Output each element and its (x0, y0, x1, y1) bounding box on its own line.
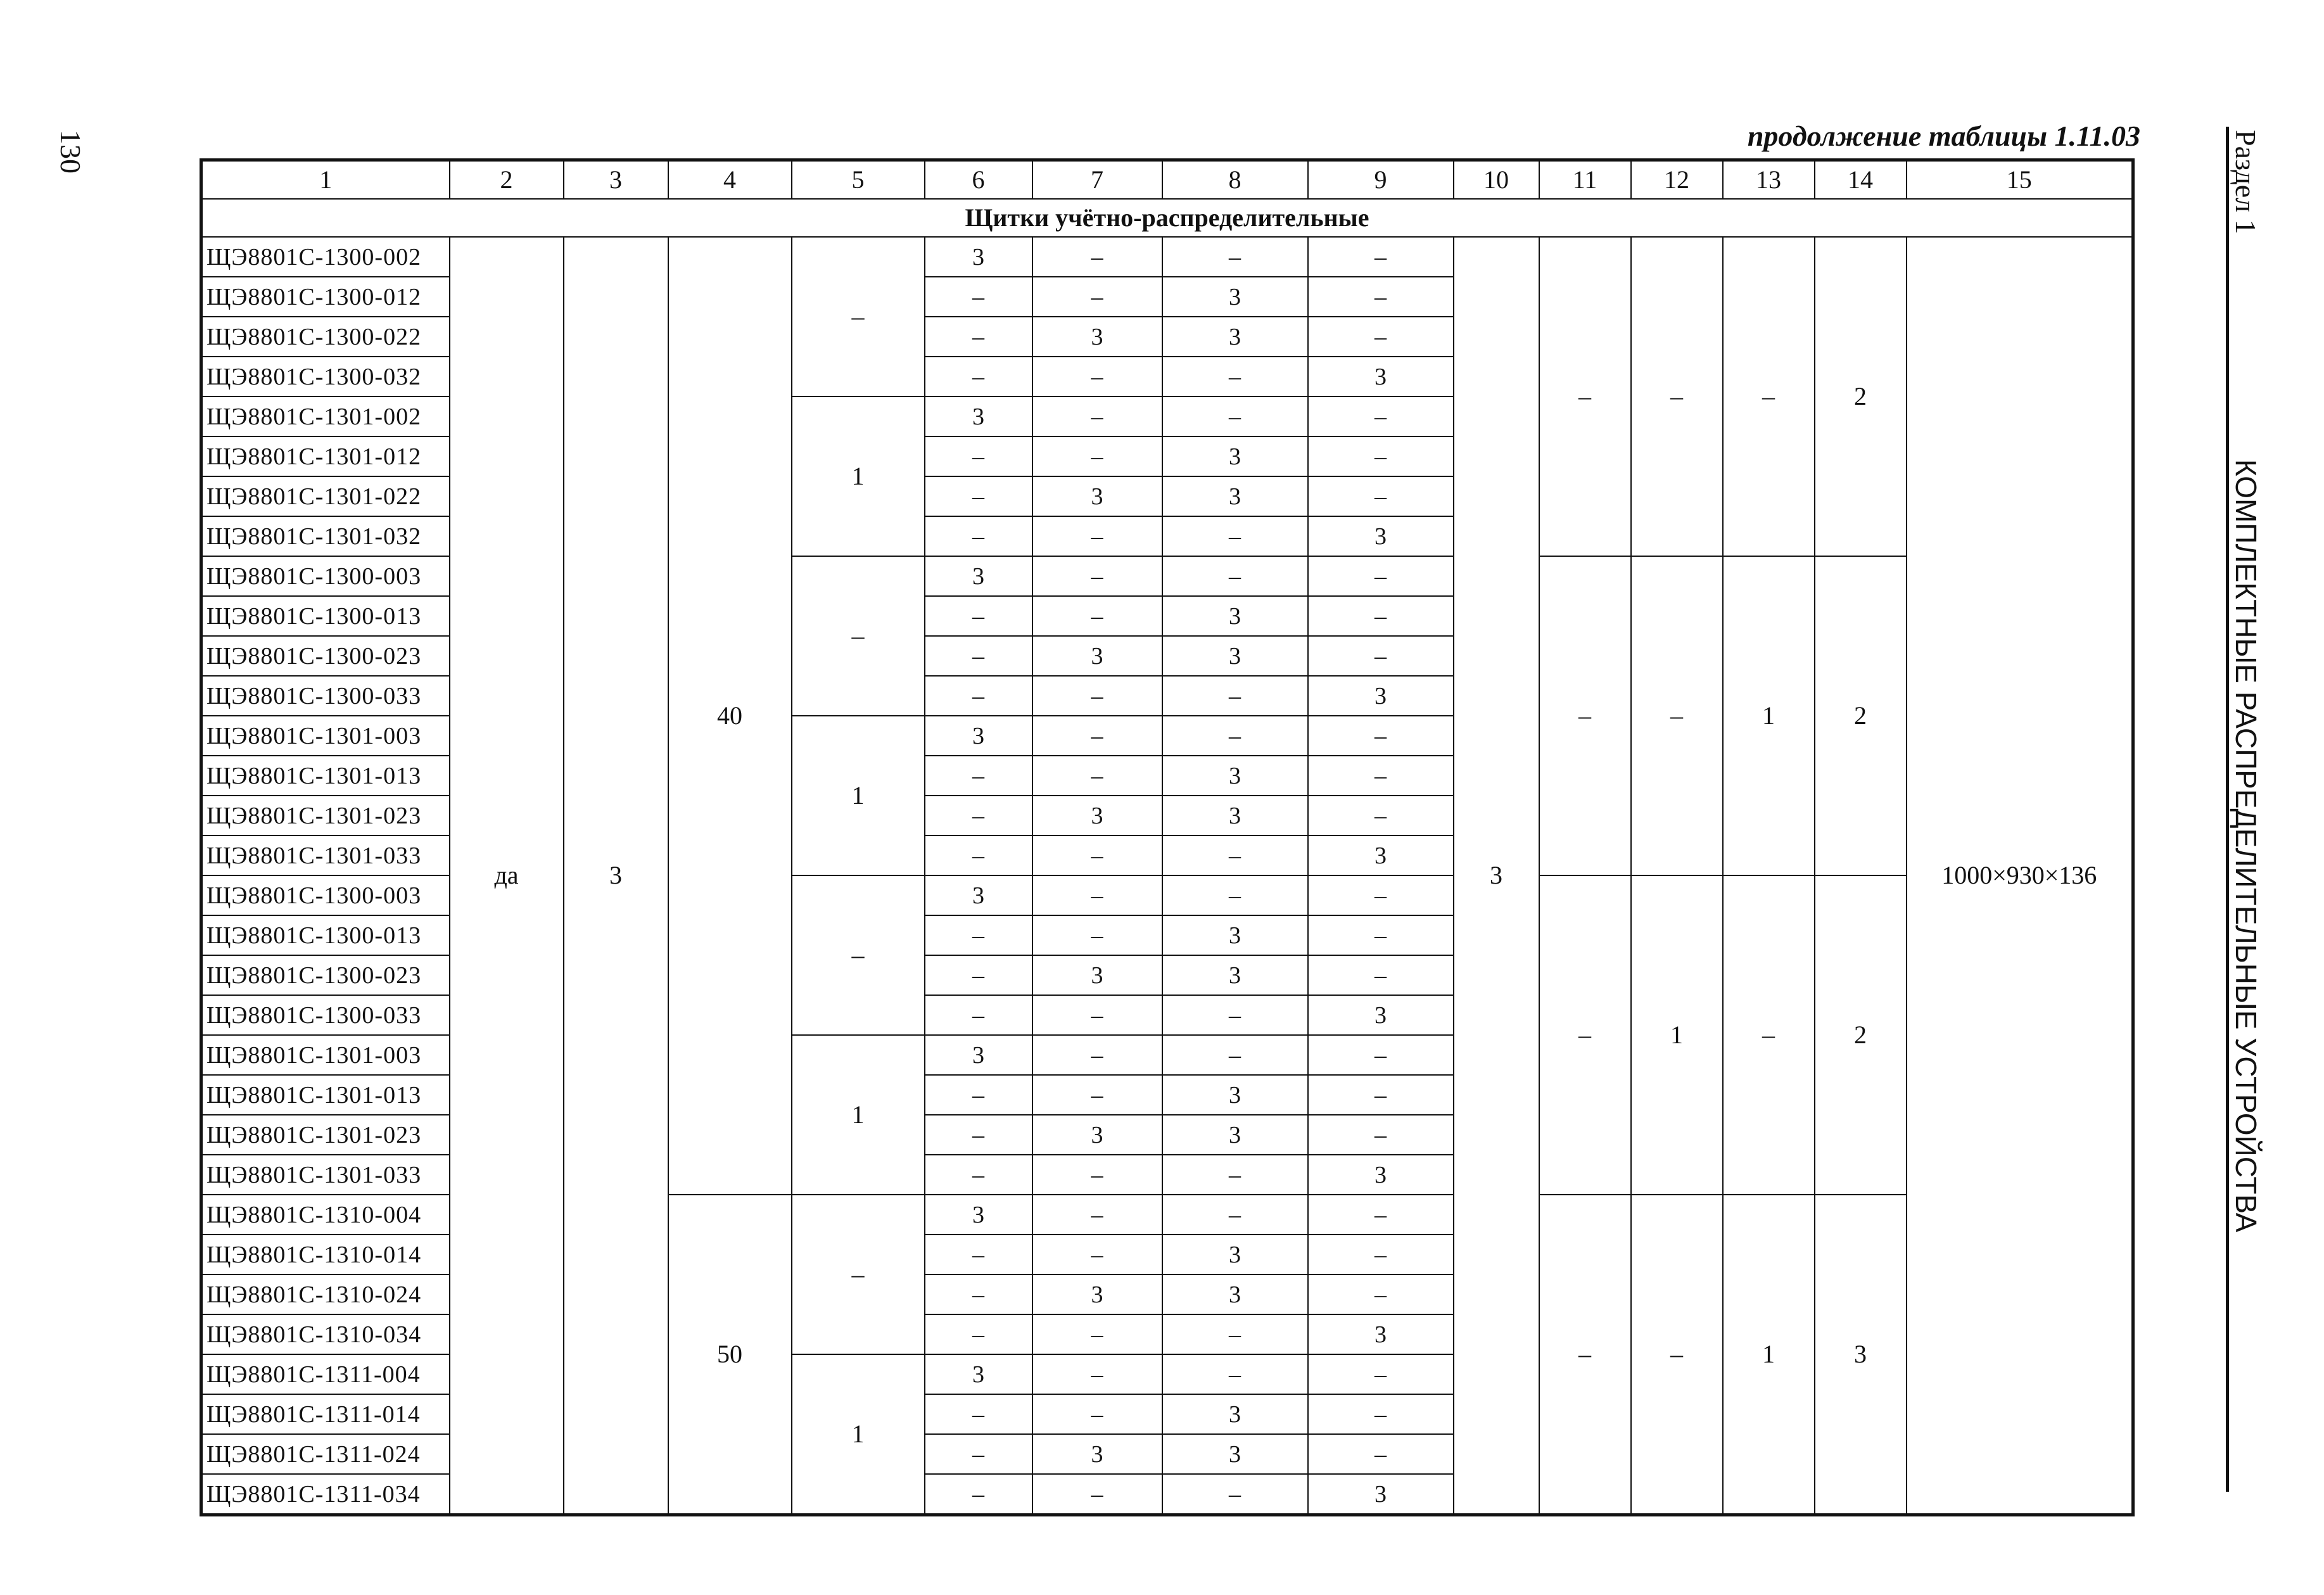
col9-value: – (1308, 1195, 1454, 1235)
col8-value: – (1162, 1314, 1308, 1354)
col14-value: 2 (1815, 556, 1907, 875)
col9-value: – (1308, 875, 1454, 915)
col8-value: – (1162, 1155, 1308, 1195)
model-name: ЩЭ8801С-1310-014 (201, 1235, 450, 1274)
col14-value: 3 (1815, 1195, 1907, 1515)
page-number: 130 (54, 130, 87, 174)
col6-value: 3 (925, 716, 1032, 756)
model-name: ЩЭ8801С-1301-033 (201, 836, 450, 875)
col7-value: – (1032, 1035, 1162, 1075)
col8-value: 3 (1162, 436, 1308, 476)
model-name: ЩЭ8801С-1301-032 (201, 516, 450, 556)
col6-value: – (925, 636, 1032, 676)
column-header-10: 10 (1454, 160, 1539, 200)
col7-value: – (1032, 915, 1162, 955)
col7-value: – (1032, 1474, 1162, 1515)
table-body (201, 160, 2133, 1515)
column-header-4: 4 (668, 160, 792, 200)
col8-value: – (1162, 875, 1308, 915)
col7-value: – (1032, 436, 1162, 476)
col7-value: – (1032, 995, 1162, 1035)
model-name: ЩЭ8801С-1300-013 (201, 596, 450, 636)
col7-value: – (1032, 1155, 1162, 1195)
col8-value: – (1162, 676, 1308, 716)
col7-value: 3 (1032, 636, 1162, 676)
model-name: ЩЭ8801С-1300-033 (201, 995, 450, 1035)
col6-value: 3 (925, 1035, 1032, 1075)
section-label: Раздел 1 (2230, 130, 2262, 234)
col10-value: 3 (1454, 237, 1539, 1515)
col9-value: – (1308, 1434, 1454, 1474)
col9-value: – (1308, 436, 1454, 476)
col6-value: – (925, 317, 1032, 357)
col8-value: – (1162, 397, 1308, 436)
col8-value: – (1162, 1195, 1308, 1235)
model-name: ЩЭ8801С-1300-013 (201, 915, 450, 955)
model-name: ЩЭ8801С-1301-013 (201, 1075, 450, 1115)
col6-value: – (925, 436, 1032, 476)
column-header-6: 6 (925, 160, 1032, 200)
col9-value: – (1308, 1115, 1454, 1155)
col6-value: – (925, 516, 1032, 556)
col7-value: – (1032, 1075, 1162, 1115)
col9-value: 3 (1308, 516, 1454, 556)
col7-value: 3 (1032, 1115, 1162, 1155)
column-header-13: 13 (1723, 160, 1815, 200)
col5-value: – (792, 556, 925, 716)
col13-value: 1 (1723, 1195, 1815, 1515)
col8-value: 3 (1162, 1274, 1308, 1314)
col5-value: – (792, 1195, 925, 1354)
col6-value: – (925, 955, 1032, 995)
col8-value: 3 (1162, 915, 1308, 955)
col6-value: – (925, 1235, 1032, 1274)
col7-value: – (1032, 716, 1162, 756)
column-header-12: 12 (1631, 160, 1723, 200)
model-name: ЩЭ8801С-1301-023 (201, 796, 450, 836)
col7-value: – (1032, 875, 1162, 915)
model-name: ЩЭ8801С-1300-022 (201, 317, 450, 357)
col6-value: 3 (925, 875, 1032, 915)
col8-value: 3 (1162, 1434, 1308, 1474)
col6-value: 3 (925, 1354, 1032, 1394)
column-header-1: 1 (201, 160, 450, 200)
column-header-11: 11 (1539, 160, 1631, 200)
col7-value: – (1032, 1235, 1162, 1274)
col11-value: – (1539, 875, 1631, 1195)
col7-value: 3 (1032, 1434, 1162, 1474)
col9-value: – (1308, 1075, 1454, 1115)
section-title: КОМПЛЕКТНЫЕ РАСПРЕДЕЛИТЕЛЬНЫЕ УСТРОЙСТВА (2230, 459, 2263, 1233)
col13-value: – (1723, 875, 1815, 1195)
col6-value: – (925, 357, 1032, 397)
model-name: ЩЭ8801С-1311-024 (201, 1434, 450, 1474)
col6-value: – (925, 915, 1032, 955)
col7-value: – (1032, 556, 1162, 596)
col6-value: – (925, 476, 1032, 516)
col4-value: 40 (668, 237, 792, 1195)
col8-value: 3 (1162, 596, 1308, 636)
header-row (201, 160, 2133, 200)
col9-value: 3 (1308, 357, 1454, 397)
col8-value: – (1162, 836, 1308, 875)
model-name: ЩЭ8801С-1300-012 (201, 277, 450, 317)
col9-value: 3 (1308, 676, 1454, 716)
col8-value: 3 (1162, 476, 1308, 516)
col8-value: – (1162, 716, 1308, 756)
column-header-5: 5 (792, 160, 925, 200)
model-name: ЩЭ8801С-1300-002 (201, 237, 450, 277)
col3-value: 3 (564, 237, 668, 1515)
col6-value: – (925, 756, 1032, 796)
col8-value: – (1162, 1354, 1308, 1394)
col13-value: 1 (1723, 556, 1815, 875)
col9-value: – (1308, 556, 1454, 596)
col7-value: 3 (1032, 476, 1162, 516)
col8-value: – (1162, 556, 1308, 596)
col7-value: – (1032, 756, 1162, 796)
col9-value: – (1308, 397, 1454, 436)
col5-value: – (792, 237, 925, 397)
model-name: ЩЭ8801С-1310-024 (201, 1274, 450, 1314)
col8-value: 3 (1162, 1394, 1308, 1434)
model-name: ЩЭ8801С-1310-034 (201, 1314, 450, 1354)
col8-value: – (1162, 237, 1308, 277)
col6-value: – (925, 1314, 1032, 1354)
col9-value: – (1308, 1354, 1454, 1394)
col8-value: – (1162, 516, 1308, 556)
model-name: ЩЭ8801С-1311-034 (201, 1474, 450, 1515)
col7-value: – (1032, 1195, 1162, 1235)
col6-value: 3 (925, 237, 1032, 277)
col6-value: – (925, 796, 1032, 836)
col13-value: – (1723, 237, 1815, 556)
model-name: ЩЭ8801С-1300-003 (201, 556, 450, 596)
col11-value: – (1539, 237, 1631, 556)
col9-value: 3 (1308, 1155, 1454, 1195)
col5-value: 1 (792, 397, 925, 556)
col7-value: – (1032, 676, 1162, 716)
column-header-9: 9 (1308, 160, 1454, 200)
column-header-15: 15 (1907, 160, 2133, 200)
col6-value: – (925, 277, 1032, 317)
col7-value: 3 (1032, 955, 1162, 995)
col9-value: 3 (1308, 995, 1454, 1035)
col6-value: 3 (925, 1195, 1032, 1235)
col7-value: – (1032, 237, 1162, 277)
col9-value: – (1308, 277, 1454, 317)
col8-value: – (1162, 995, 1308, 1035)
table-continuation-caption: продолжение таблицы 1.11.03 (1747, 120, 2140, 152)
model-name: ЩЭ8801С-1311-004 (201, 1354, 450, 1394)
col12-value: – (1631, 1195, 1723, 1515)
model-name: ЩЭ8801С-1301-003 (201, 1035, 450, 1075)
col9-value: – (1308, 1274, 1454, 1314)
col9-value: – (1308, 1035, 1454, 1075)
col4-value: 50 (668, 1195, 792, 1515)
col7-value: – (1032, 397, 1162, 436)
col5-value: – (792, 875, 925, 1035)
col8-value: 3 (1162, 1075, 1308, 1115)
col8-value: – (1162, 1035, 1308, 1075)
col8-value: 3 (1162, 636, 1308, 676)
model-name: ЩЭ8801С-1301-003 (201, 716, 450, 756)
col7-value: – (1032, 596, 1162, 636)
model-name: ЩЭ8801С-1301-022 (201, 476, 450, 516)
col8-value: 3 (1162, 277, 1308, 317)
group-title: Щитки учётно-распределительные (201, 199, 2133, 237)
col9-value: – (1308, 237, 1454, 277)
col9-value: – (1308, 1235, 1454, 1274)
col8-value: – (1162, 357, 1308, 397)
col11-value: – (1539, 556, 1631, 875)
col9-value: – (1308, 796, 1454, 836)
model-name: ЩЭ8801С-1300-003 (201, 875, 450, 915)
col8-value: 3 (1162, 955, 1308, 995)
model-name: ЩЭ8801С-1300-032 (201, 357, 450, 397)
col9-value: 3 (1308, 1314, 1454, 1354)
col8-value: – (1162, 1474, 1308, 1515)
col9-value: – (1308, 955, 1454, 995)
col7-value: – (1032, 1394, 1162, 1434)
col9-value: – (1308, 317, 1454, 357)
col8-value: 3 (1162, 1115, 1308, 1155)
col12-value: – (1631, 556, 1723, 875)
col9-value: 3 (1308, 836, 1454, 875)
model-name: ЩЭ8801С-1301-013 (201, 756, 450, 796)
model-name: ЩЭ8801С-1301-002 (201, 397, 450, 436)
col2-value: да (450, 237, 564, 1515)
col9-value: – (1308, 716, 1454, 756)
col9-value: – (1308, 636, 1454, 676)
col7-value: – (1032, 1354, 1162, 1394)
col7-value: – (1032, 1314, 1162, 1354)
col12-value: 1 (1631, 875, 1723, 1195)
col5-value: 1 (792, 1035, 925, 1195)
col6-value: – (925, 1474, 1032, 1515)
col14-value: 2 (1815, 875, 1907, 1195)
dimensions-value: 1000×930×136 (1907, 237, 2133, 1515)
col7-value: – (1032, 516, 1162, 556)
col6-value: – (925, 596, 1032, 636)
col8-value: 3 (1162, 1235, 1308, 1274)
table-row (201, 237, 2133, 277)
col9-value: 3 (1308, 1474, 1454, 1515)
col14-value: 2 (1815, 237, 1907, 556)
col6-value: 3 (925, 556, 1032, 596)
model-name: ЩЭ8801С-1301-012 (201, 436, 450, 476)
col8-value: 3 (1162, 756, 1308, 796)
col7-value: – (1032, 836, 1162, 875)
col8-value: 3 (1162, 796, 1308, 836)
col7-value: 3 (1032, 796, 1162, 836)
column-header-7: 7 (1032, 160, 1162, 200)
col5-value: 1 (792, 716, 925, 875)
col7-value: 3 (1032, 317, 1162, 357)
col9-value: – (1308, 756, 1454, 796)
model-name: ЩЭ8801С-1300-033 (201, 676, 450, 716)
column-header-3: 3 (564, 160, 668, 200)
column-header-2: 2 (450, 160, 564, 200)
col7-value: – (1032, 277, 1162, 317)
col6-value: – (925, 1394, 1032, 1434)
model-name: ЩЭ8801С-1301-023 (201, 1115, 450, 1155)
col6-value: – (925, 836, 1032, 875)
group-row (201, 199, 2133, 237)
col9-value: – (1308, 1394, 1454, 1434)
col9-value: – (1308, 915, 1454, 955)
side-running-title (2228, 130, 2264, 1232)
col8-value: 3 (1162, 317, 1308, 357)
column-header-8: 8 (1162, 160, 1308, 200)
col6-value: 3 (925, 397, 1032, 436)
model-name: ЩЭ8801С-1300-023 (201, 955, 450, 995)
model-name: ЩЭ8801С-1300-023 (201, 636, 450, 676)
col9-value: – (1308, 476, 1454, 516)
col6-value: – (925, 1155, 1032, 1195)
col7-value: 3 (1032, 1274, 1162, 1314)
col11-value: – (1539, 1195, 1631, 1515)
model-name: ЩЭ8801С-1310-004 (201, 1195, 450, 1235)
column-header-14: 14 (1815, 160, 1907, 200)
col6-value: – (925, 1434, 1032, 1474)
col7-value: – (1032, 357, 1162, 397)
col6-value: – (925, 995, 1032, 1035)
col9-value: – (1308, 596, 1454, 636)
col12-value: – (1631, 237, 1723, 556)
col6-value: – (925, 1115, 1032, 1155)
model-name: ЩЭ8801С-1311-014 (201, 1394, 450, 1434)
col5-value: 1 (792, 1354, 925, 1515)
equipment-table (200, 158, 2135, 1516)
model-name: ЩЭ8801С-1301-033 (201, 1155, 450, 1195)
col6-value: – (925, 676, 1032, 716)
col6-value: – (925, 1075, 1032, 1115)
col6-value: – (925, 1274, 1032, 1314)
